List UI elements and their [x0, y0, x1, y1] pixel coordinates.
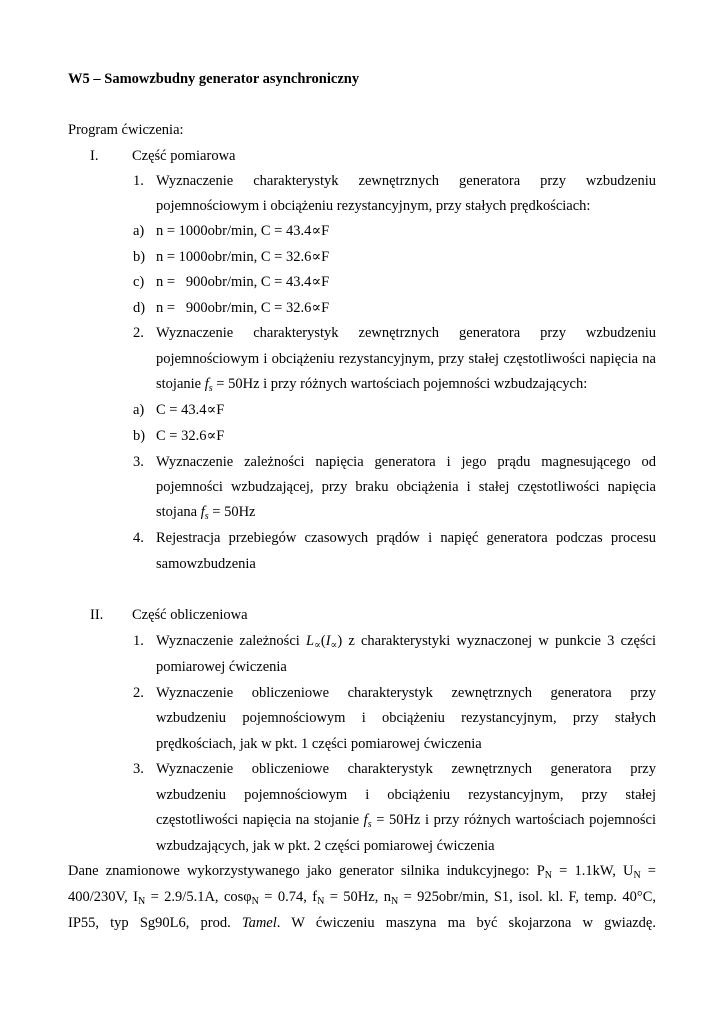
- list-item-text: stojanie $f_s = 50Hz$ i przy różnych wartościach pojemności wzbudzających:: [156, 376, 588, 394]
- sub-label: d): [133, 300, 146, 316]
- list-number: 1.: [133, 633, 144, 649]
- list-item-text: Wyznaczenie charakterystyk zewnętrznych generatora przy wzbudzeniu: [156, 173, 656, 189]
- list-number: 2.: [133, 685, 144, 701]
- sub-label: a): [133, 402, 145, 418]
- list-item-text: częstotliwości napięcia na stojanie $f_s = 50Hz$ i przy różnych wartościach pojemności: [156, 812, 657, 830]
- list-item-text: samowzbudzenia: [156, 556, 256, 572]
- section-heading: Część obliczeniowa: [132, 607, 248, 623]
- sub-label: a): [133, 223, 145, 239]
- list-item-text: Wyznaczenie zależności napięcia generatora i jego prądu magnesującego od: [156, 454, 656, 470]
- rated-data-line: IP55, typ Sg90L6, prod. Tamel. W ćwiczeniu maszyna ma być skojarzona w gwiazdę.: [68, 915, 656, 931]
- sub-text: n = 1000obr/min, C = 32.6∝F: [156, 249, 330, 265]
- list-item-text: wzbudzeniu pojemnościowym i obciążeniu rezystancyjnym, przy stałych: [156, 710, 656, 726]
- list-item-text: Wyznaczenie obliczeniowe charakterystyk zewnętrznych generatora przy: [156, 761, 656, 777]
- sub-text: n = 1000obr/min, C = 43.4∝F: [156, 223, 330, 239]
- rated-data-line: 400/230V, $I_N = 2.9/5.1A$, cosφ$_N$ = 0.74, $f_N = 50Hz$, $n_N = 925obr/\min$, S1, isol. kl. F, temp. 40°C,: [68, 889, 656, 907]
- list-number: 1.: [133, 173, 144, 189]
- list-item-text: Wyznaczenie charakterystyk zewnętrznych generatora przy wzbudzeniu: [156, 325, 656, 341]
- sub-text: C = 43.4∝F: [156, 402, 225, 418]
- section-heading: Część pomiarowa: [132, 148, 236, 164]
- sub-text: C = 32.6∝F: [156, 428, 225, 444]
- sub-label: b): [133, 428, 146, 444]
- list-item-text: pojemnościowym i obciążeniu rezystancyjnym, przy stałej częstotliwości napięcia na: [156, 351, 656, 367]
- list-number: 3.: [133, 454, 144, 470]
- sub-text: n = 900obr/min, C = 32.6∝F: [156, 300, 330, 316]
- document-title: W5 – Samowzbudny generator asynchroniczny: [68, 71, 360, 87]
- sub-label: b): [133, 249, 146, 265]
- list-item-text: pomiarowej ćwiczenia: [156, 659, 287, 675]
- list-item-text: prędkościach, jak w pkt. 1 części pomiarowej ćwiczenia: [156, 736, 482, 752]
- program-heading: Program ćwiczenia:: [68, 122, 184, 138]
- list-item-text: Rejestracja przebiegów czasowych prądów i napięć generatora podczas procesu: [156, 530, 656, 546]
- list-item-text: pojemności wzbudzającej, przy braku obciążenia i stałej częstotliwości napięcia: [156, 479, 656, 495]
- list-number: 4.: [133, 530, 144, 546]
- sub-text: n = 900obr/min, C = 43.4∝F: [156, 274, 330, 290]
- list-item-text: wzbudzeniu pojemnościowym i obciążeniu rezystancyjnym, przy stałej: [156, 787, 656, 803]
- rated-data-line: Dane znamionowe wykorzystywanego jako generator silnika indukcyjnego: $P_N = 1.1kW$, $U_N$ =: [68, 863, 656, 881]
- list-item-text: Wyznaczenie obliczeniowe charakterystyk zewnętrznych generatora przy: [156, 685, 656, 701]
- list-item-text: Wyznaczenie zależności $L_\propto(I_\propto)$ z charakterystyki wyznaczonej w punkcie 3 części: [156, 633, 657, 651]
- list-number: 3.: [133, 761, 144, 777]
- section-numeral: II.: [90, 607, 104, 623]
- list-item-text: stojana $f_s = 50Hz$: [156, 504, 256, 522]
- list-number: 2.: [133, 325, 144, 341]
- list-item-text: pojemnościowym i obciążeniu rezystancyjnym, przy stałych prędkościach:: [156, 198, 591, 214]
- section-numeral: I.: [90, 148, 99, 164]
- sub-label: c): [133, 274, 145, 290]
- list-item-text: wzbudzających, jak w pkt. 2 części pomiarowej ćwiczenia: [156, 838, 495, 854]
